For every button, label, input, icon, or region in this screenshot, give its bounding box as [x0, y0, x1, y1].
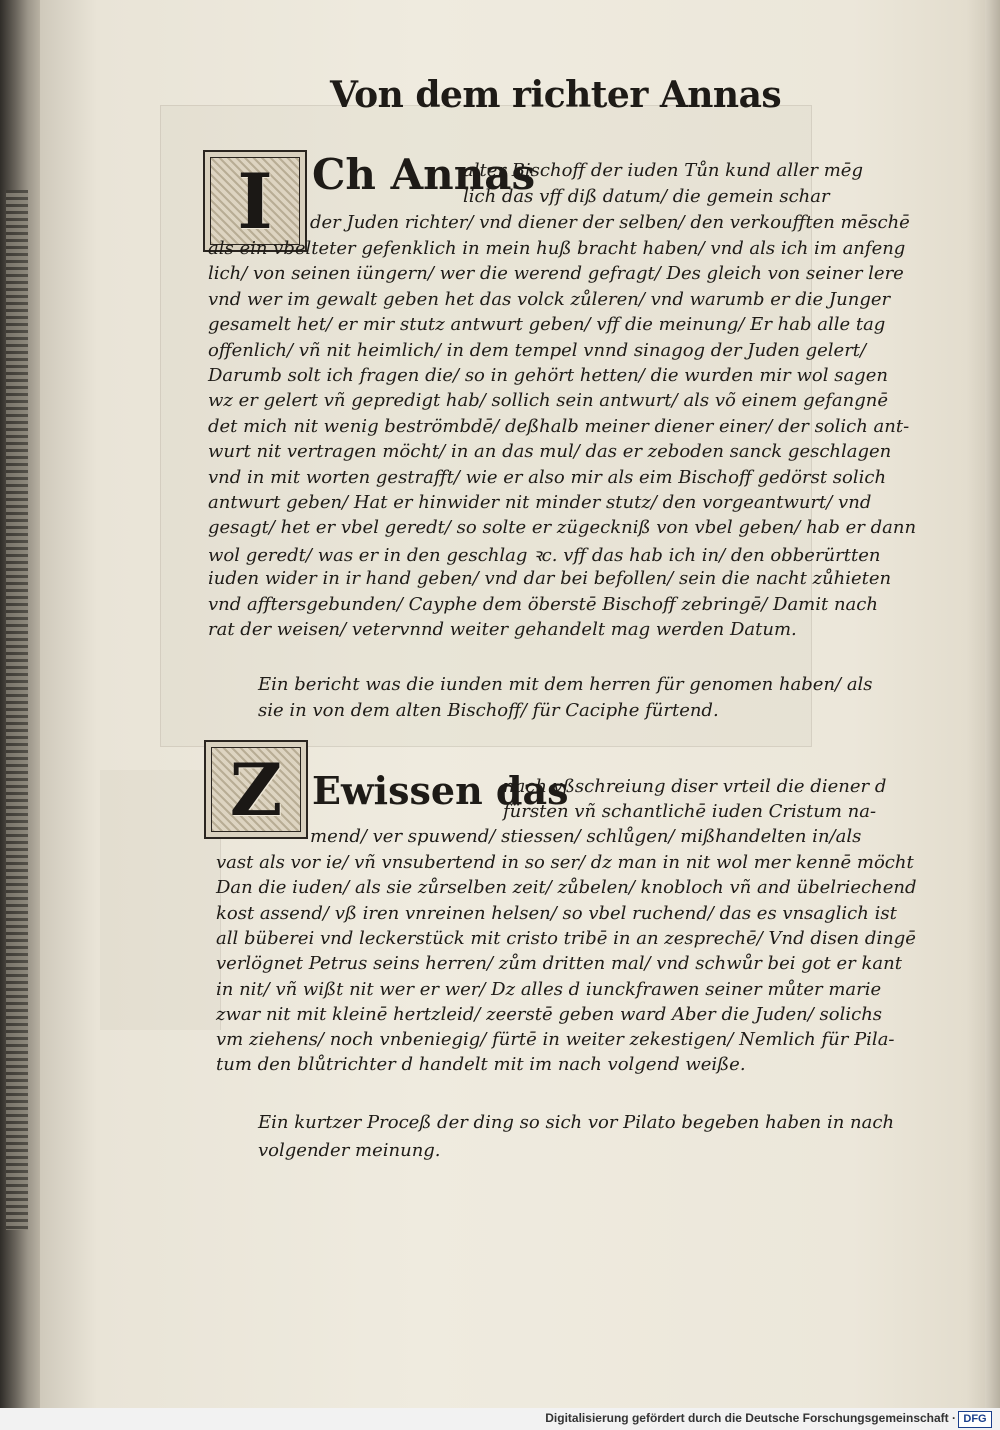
decorated-initial-z — [204, 740, 308, 839]
text-line: kost assend/ vß iren vnreinen helsen/ so vbel ruchend/ das es vnsaglich ist — [216, 902, 897, 924]
page-fore-edge — [985, 0, 1000, 1408]
text-line: volgender meinung. — [258, 1140, 441, 1161]
text-line: Ein kurtzer Proceß der ding so sich vor Pilato begeben haben in nach — [258, 1112, 895, 1133]
section2-lead-words: Ewissen das — [312, 768, 569, 813]
text-line: Dan die iuden/ als sie zůrselben zeit/ zůbelen/ knobloch vñ and übelriechend — [216, 877, 917, 899]
text-line: als ein vbelteter gefenklich in mein huß bracht haben/ vnd als ich im anfeng — [208, 238, 906, 259]
text-line: wz er gelert vñ gepredigt hab/ sollich sein antwurt/ als võ einem gefangnē — [208, 390, 888, 412]
page-heading: Von dem richter Annas — [330, 74, 782, 116]
text-line: gesamelt het/ er mir stutz antwurt geben/ vff die meinung/ Er hab alle tag — [208, 314, 886, 336]
initial-letter: Z — [229, 747, 283, 832]
text-line: lich/ von seinen iüngern/ wer die werend gefragt/ Des gleich von seiner lere — [208, 263, 904, 285]
text-line: vnd in mit worten gestrafft/ wie er also mir als eim Bischoff gedörst solich — [208, 466, 887, 488]
text-line: all büberei vnd leckerstück mit cristo tribē in an zesprechē/ Vnd disen dingē — [216, 927, 916, 949]
text-line: vm ziehens/ noch vnbeniegig/ fürtē in weiter zekestigen/ Nemlich für Pila- — [216, 1029, 895, 1051]
text-line: Ein bericht was die iunden mit dem herren für genomen haben/ als — [258, 674, 873, 695]
text-line: gesagt/ het er vbel geredt/ so solte er zügeckniß von vbel geben/ hab er dann — [208, 517, 917, 539]
initial-letter: I — [237, 156, 273, 246]
text-line: mend/ ver spuwend/ stiessen/ schlůgen/ mißhandelten in/als — [310, 826, 862, 847]
text-line: Darumb solt ich fragen die/ so in gehört hetten/ die wurden mir wol sagen — [208, 365, 888, 386]
facing-page-print — [6, 190, 28, 1230]
text-line: vnd afftersgebunden/ Cayphe dem öberstē Bischoff zebringē/ Damit nach — [208, 593, 878, 615]
text-line: nach vßschreiung diser vrteil die diener d — [503, 776, 887, 797]
text-line: rat der weisen/ vetervnnd weiter gehandelt mag werden Datum. — [208, 619, 797, 640]
text-line: iuden wider in ir hand geben/ vnd dar bei befollen/ sein die nacht zůhieten — [208, 568, 892, 590]
text-line: det mich nit wenig beströmbdē/ deßhalb meiner diener einer/ der solich ant- — [208, 415, 910, 437]
text-line: in nit/ vñ wißt nit wer er wer/ Dz alles d iunckfrawen seiner můter marie — [216, 978, 882, 1000]
text-line: lich das vff diß datum/ die gemein schar — [463, 186, 830, 207]
show-through-mark — [100, 770, 221, 1030]
text-line: tum den blůtrichter d handelt mit im nach volgend weiße. — [216, 1054, 746, 1076]
text-line: alter Bischoff der iuden Tůn kund aller mēg — [463, 160, 863, 181]
text-line: wurt nit vertragen möcht/ in an das mul/ das er zeboden sanck geschlagen — [208, 441, 892, 463]
text-line: antwurt geben/ Hat er hinwider nit minder stutz/ den vorgeantwurt/ vnd — [208, 492, 872, 513]
text-line: verlögnet Petrus seins herren/ zům dritten mal/ vnd schwůr bei got er kant — [216, 953, 902, 975]
text-line: vnd wer im gewalt geben het das volck zůleren/ vnd warumb er die Junger — [208, 288, 891, 310]
footer-credit: Digitalisierung gefördert durch die Deutsche Forschungsgemeinschaft · — [545, 1411, 956, 1425]
text-line: offenlich/ vñ nit heimlich/ in dem tempel vnnd sinagog der Juden gelert/ — [208, 339, 867, 361]
text-line: fürsten vñ schantlichē iuden Cristum na- — [503, 801, 877, 822]
dfg-logo: DFG — [958, 1411, 992, 1428]
facing-page-edge — [0, 0, 40, 1408]
text-line: zwar nit mit kleinē hertzleid/ zeerstē geben ward Aber die Juden/ solichs — [216, 1003, 883, 1025]
decorated-initial-i — [203, 150, 307, 252]
text-line: der Juden richter/ vnd diener der selben/ den verkoufften mēschē — [310, 212, 910, 233]
digitization-footer — [0, 1408, 1000, 1430]
text-line: wol geredt/ was er in den geschlag ꝛc. vff das hab ich in/ den obberürtten — [208, 544, 881, 566]
text-line: sie in von dem alten Bischoff/ für Caciphe fürtend. — [258, 700, 719, 721]
text-line: vast als vor ie/ vñ vnsubertend in so ser/ dz man in nit wol mer kennē möcht — [216, 852, 914, 873]
section1-lead-words: Ch Annas — [312, 150, 536, 199]
